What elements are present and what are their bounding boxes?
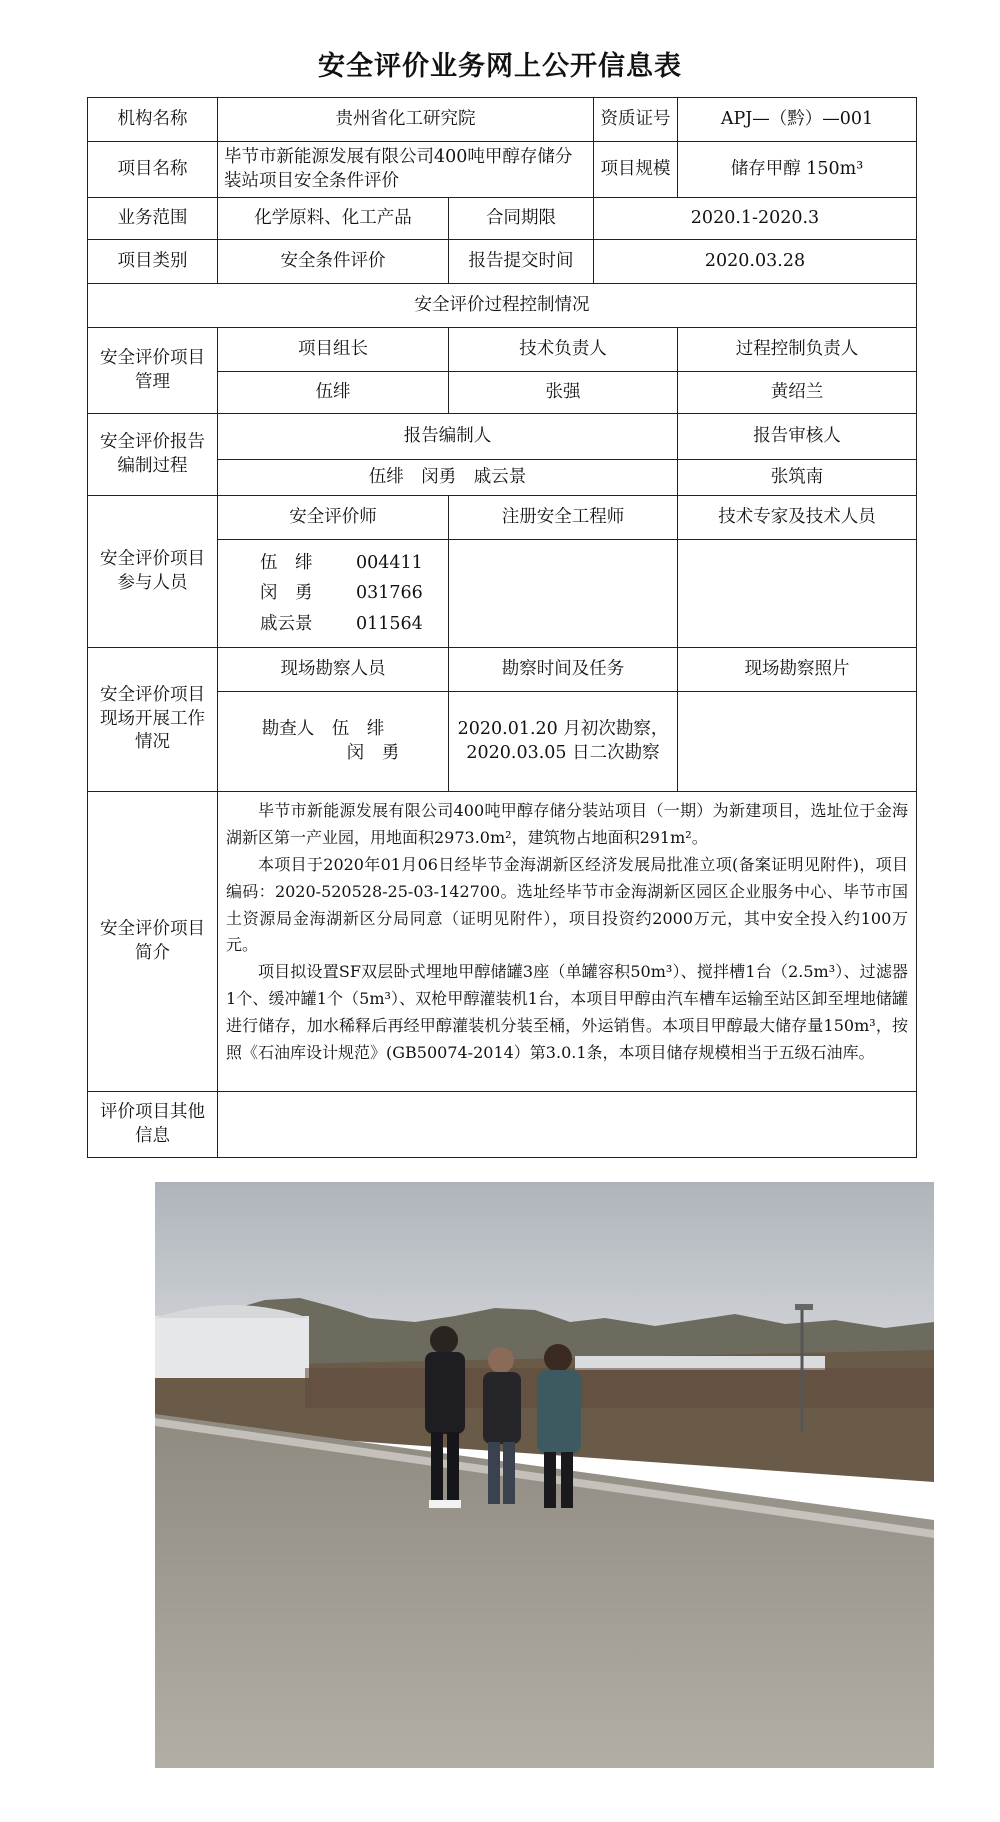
tech-lead-header: 技术负责人 — [449, 328, 678, 372]
evaluator-row: 伍 绯 004411 — [260, 552, 423, 573]
submit-time-value: 2020.03.28 — [594, 240, 917, 284]
business-scope-value: 化学原料、化工产品 — [218, 198, 449, 240]
process-control-value: 黄绍兰 — [678, 372, 917, 414]
project-type-value: 安全条件评价 — [218, 240, 449, 284]
team-leader-value: 伍绯 — [218, 372, 449, 414]
org-label: 机构名称 — [88, 98, 218, 142]
intro-text — [218, 792, 917, 1092]
contract-period-label: 合同期限 — [449, 198, 594, 240]
participants-label: 安全评价项目参与人员 — [88, 496, 218, 648]
info-table — [87, 97, 917, 1158]
other-info-label: 评价项目其他信息 — [88, 1092, 218, 1158]
intro-paragraph: 毕节市新能源发展有限公司400吨甲醇存储分装站项目（一期）为新建项目，选址位于金海湖新区第一产业园，用地面积2973.0m²，建筑物占地面积291m²。 — [226, 801, 908, 847]
other-info-value — [218, 1092, 917, 1158]
process-header: 安全评价过程控制情况 — [88, 284, 917, 328]
tech-expert-value — [678, 540, 917, 648]
evaluator-row: 闵 勇 031766 — [260, 583, 423, 604]
distant-buildings — [575, 1356, 825, 1370]
evaluator-list — [218, 540, 449, 648]
project-type-label: 项目类别 — [88, 240, 218, 284]
safety-engineer-value — [449, 540, 678, 648]
project-scale-value: 储存甲醇 150m³ — [678, 142, 917, 198]
project-name-label: 项目名称 — [88, 142, 218, 198]
qualification-label: 资质证号 — [594, 98, 678, 142]
evaluator-header: 安全评价师 — [218, 496, 449, 540]
site-work-label: 安全评价项目现场开展工作情况 — [88, 648, 218, 792]
inspector-value: 勘查人 伍 绯 闵 勇 — [218, 692, 449, 792]
report-reviewer-value: 张筑南 — [678, 460, 917, 496]
management-label: 安全评价项目管理 — [88, 328, 218, 414]
report-reviewer-header: 报告审核人 — [678, 414, 917, 460]
site-inspection-photo — [155, 1182, 934, 1768]
page-title: 安全评价业务网上公开信息表 — [318, 51, 682, 82]
inspection-photo-value — [678, 692, 917, 792]
report-author-value: 伍绯 闵勇 戚云景 — [218, 460, 678, 496]
tech-expert-header: 技术专家及技术人员 — [678, 496, 917, 540]
report-author-header: 报告编制人 — [218, 414, 678, 460]
project-scale-label: 项目规模 — [594, 142, 678, 198]
project-name-value: 毕节市新能源发展有限公司400吨甲醇存储分装站项目安全条件评价 — [218, 142, 594, 198]
fence — [305, 1368, 934, 1408]
inspection-photo-header: 现场勘察照片 — [678, 648, 917, 692]
process-control-header: 过程控制负责人 — [678, 328, 917, 372]
contract-period-value: 2020.1-2020.3 — [594, 198, 917, 240]
business-scope-label: 业务范围 — [88, 198, 218, 240]
qualification-value: APJ—（黔）—001 — [678, 98, 917, 142]
report-process-label: 安全评价报告编制过程 — [88, 414, 218, 496]
evaluator-row: 戚云景 011564 — [260, 613, 423, 634]
intro-label: 安全评价项目简介 — [88, 792, 218, 1092]
org-value: 贵州省化工研究院 — [218, 98, 594, 142]
intro-paragraph: 项目拟设置SF双层卧式埋地甲醇储罐3座（单罐容积50m³）、搅拌槽1台（2.5m³）、过滤器1个、缓冲罐1个（5m³）、双枪甲醇灌装机1台，本项目甲醇由汽车槽车运输至站区卸至埋地储罐进行储存，加水稀释后再经甲醇灌装机分装至桶，外运销售。本项目甲醇最大储存量150m³，按照《石油库设计规范》(GB50074-2014）第3.0.1条，本项目储存规模相当于五级石油库。 — [226, 962, 908, 1062]
safety-engineer-header: 注册安全工程师 — [449, 496, 678, 540]
submit-time-label: 报告提交时间 — [449, 240, 594, 284]
team-leader-header: 项目组长 — [218, 328, 449, 372]
warehouse — [155, 1316, 309, 1378]
inspector-header: 现场勘察人员 — [218, 648, 449, 692]
inspection-task-value: 2020.01.20 月初次勘察， 2020.03.05 日二次勘察 — [449, 692, 678, 792]
inspection-task-header: 勘察时间及任务 — [449, 648, 678, 692]
intro-paragraph: 本项目于2020年01月06日经毕节金海湖新区经济发展局批准立项(备案证明见附件)，项目编码：2020-520528-25-03-142700。选址经毕节市金海湖新区园区企业服务中心、毕节市国土资源局金海湖新区分局同意（证明见附件），项目投资约2000万元，其中安全投入约100万元。 — [226, 854, 908, 955]
tech-lead-value: 张强 — [449, 372, 678, 414]
